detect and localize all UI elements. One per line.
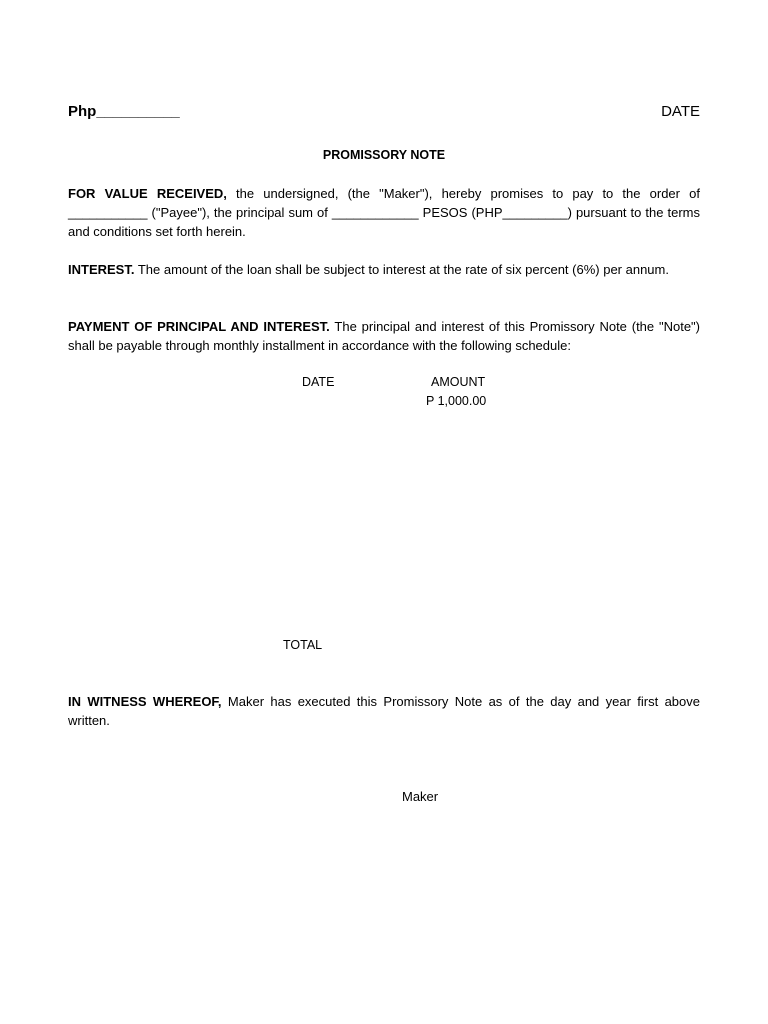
interest-body: The amount of the loan shall be subject to interest at the rate of six percent (6%) per annum. [134, 262, 669, 277]
maker-signature-label: Maker [402, 789, 439, 804]
payment-paragraph [68, 317, 700, 355]
value-received-body: the undersigned, (the "Maker"), hereby promises to pay to the order of ___________ ("Payee"), the principal sum of ____________ PESOS (PHP_________) pursuant to the terms and conditions set forth herein. [68, 186, 700, 239]
php-amount-field: Php__________ [68, 103, 180, 120]
schedule-total-label: TOTAL [283, 638, 323, 652]
payment-body: The principal and interest of this Promissory Note (the "Note") shall be payable through monthly installment in accordance with the following schedule: [68, 319, 700, 353]
witness-paragraph [68, 692, 700, 730]
schedule-date-header: DATE [302, 375, 335, 389]
payment-heading: PAYMENT OF PRINCIPAL AND INTEREST. [68, 319, 330, 334]
document-title: PROMISSORY NOTE [322, 148, 446, 162]
date-label: DATE [661, 103, 700, 120]
value-received-heading: FOR VALUE RECEIVED, [68, 186, 227, 201]
witness-body: Maker has executed this Promissory Note as of the day and year first above written. [68, 694, 700, 728]
value-received-paragraph [68, 184, 700, 241]
schedule-amount-header: AMOUNT [431, 375, 486, 389]
interest-paragraph [68, 260, 700, 279]
schedule-amount-value: P 1,000.00 [426, 394, 487, 408]
witness-heading: IN WITNESS WHEREOF, [68, 694, 222, 709]
interest-heading: INTEREST. [68, 262, 135, 277]
